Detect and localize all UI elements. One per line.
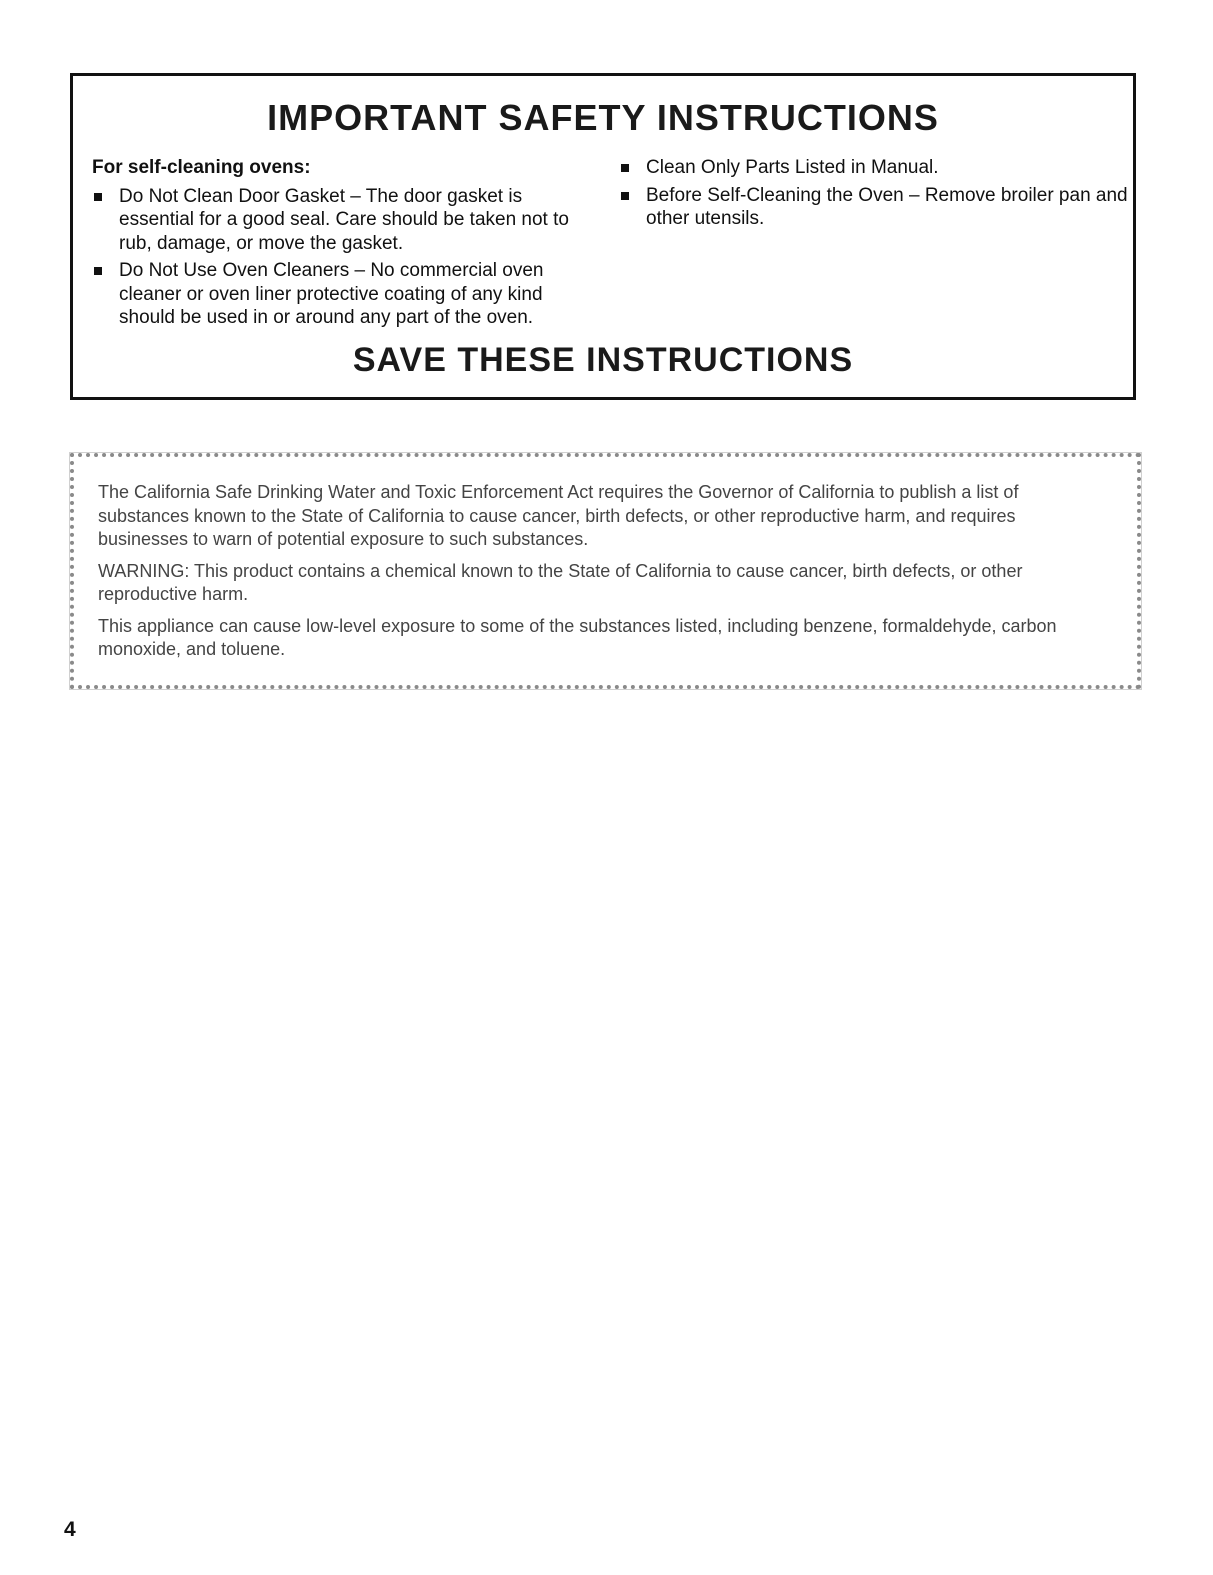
square-bullet-icon [94,267,102,275]
list-item [619,184,1129,231]
bullet-text: Do Not Clean Door Gasket – The door gasket is essential for a good seal. Care should be taken not to rub, damage, or move the gasket. [119,185,569,254]
right-column [619,156,1129,235]
save-instructions-title: SAVE THESE INSTRUCTIONS [352,341,854,379]
square-bullet-icon [621,192,629,200]
right-bullet-list [619,156,1129,231]
list-item [619,156,1129,180]
bullet-text: Clean Only Parts Listed in Manual. [646,157,939,178]
prop65-text [98,481,1108,670]
safety-instructions-box [70,73,1136,400]
prop65-warning-paragraph: WARNING: This product contains a chemical known to the State of California to cause cancer, birth defects, or other reproductive harm. [98,560,1023,604]
square-bullet-icon [94,193,102,201]
safety-title: IMPORTANT SAFETY INSTRUCTIONS [267,97,939,138]
prop65-paragraph: This appliance can cause low-level exposure to some of the substances listed, including benzene, formaldehyde, carbon monoxide, and toluene. [98,615,1057,659]
prop65-warning-box [70,453,1141,689]
list-item [92,259,582,330]
self-cleaning-heading: For self-cleaning ovens: [92,157,311,178]
page-number: 4 [64,1518,76,1541]
bullet-text: Before Self-Cleaning the Oven – Remove broiler pan and other utensils. [646,184,1128,229]
left-bullet-list [92,185,582,330]
prop65-paragraph: The California Safe Drinking Water and Toxic Enforcement Act requires the Governor of California to publish a list of substances known to the State of California to cause cancer, birth defects, or other reproductive harm, and requires businesses to warn of potential exposure to such substances. [98,482,1019,549]
bullet-text: Do Not Use Oven Cleaners – No commercial oven cleaner or oven liner protective coating of any kind should be used in or around any part of the oven. [119,260,544,328]
left-column [92,156,582,334]
square-bullet-icon [621,164,629,172]
list-item [92,185,582,256]
